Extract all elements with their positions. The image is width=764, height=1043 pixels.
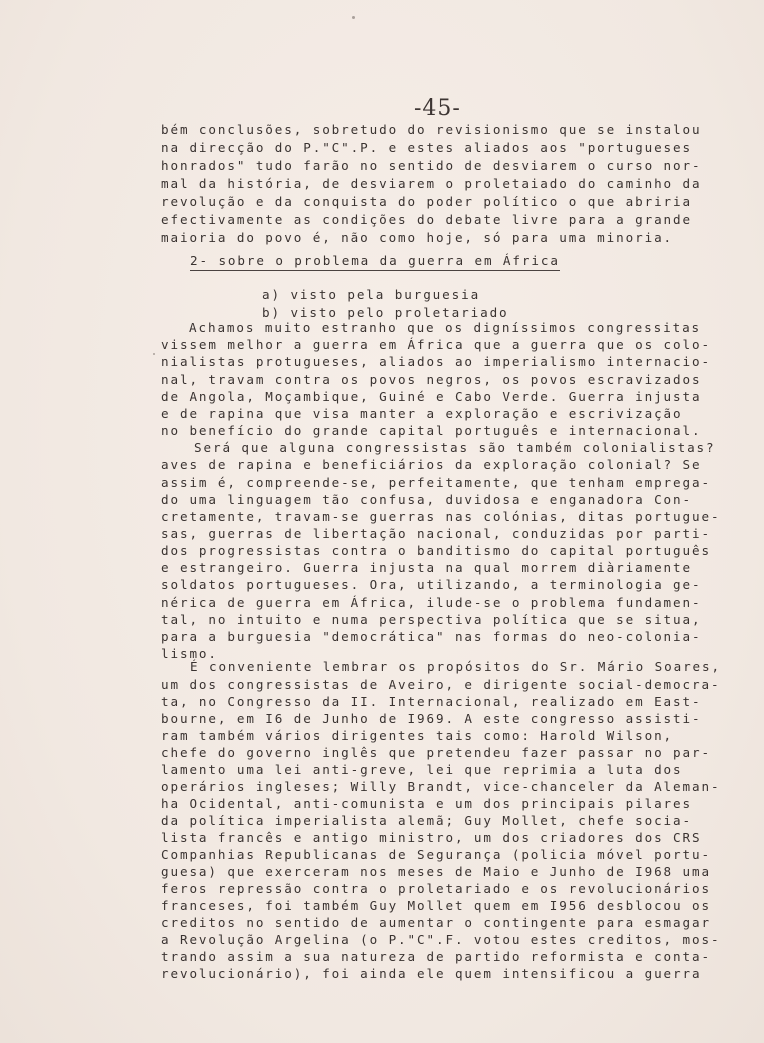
body-line: ta, no Congresso da II. Internacional, realizado em East- <box>161 694 702 709</box>
body-line: de Angola, Moçambique, Guiné e Cabo Verde. Guerra injusta <box>161 389 702 404</box>
body-line: para a burguesia "democrática" nas formas do neo-colonia- <box>161 629 702 644</box>
body-line: É conveniente lembrar os propósitos do Sr. Mário Soares, <box>190 659 721 674</box>
body-line: vissem melhor a guerra em África que a guerra que os colo- <box>161 337 711 352</box>
body-line: aves de rapina e beneficiários da exploração colonial? Se <box>161 457 702 472</box>
body-line: franceses, foi também Guy Mollet quem em I956 desblocou os <box>161 898 711 913</box>
body-line: operários ingleses; Willy Brandt, vice-chanceler da Aleman- <box>161 779 721 794</box>
body-line: Companhias Republicanas de Segurança (policia móvel portu- <box>161 847 711 862</box>
intro-line: mal da história, de desviarem o proletaiado do caminho da <box>161 176 702 191</box>
intro-line: efectivamente as condições do debate livre para a grande <box>161 212 692 227</box>
paper-speck <box>352 16 355 19</box>
sub-item: a) visto pela burguesia <box>262 287 481 302</box>
paper-speck <box>153 353 155 355</box>
body-line: bourne, em I6 de Junho de I969. A este congresso assisti- <box>161 711 702 726</box>
body-line: um dos congressistas de Aveiro, e dirigente social-democra- <box>161 677 721 692</box>
body-line: e de rapina que visa manter a exploração e escrivização <box>161 406 683 421</box>
body-line: soldatos portugueses. Ora, utilizando, a terminologia ge- <box>161 577 702 592</box>
body-line: guesa) que exerceram nos meses de Maio e Junho de I968 uma <box>161 864 711 879</box>
body-line: no benefício do grande capital português e internacional. <box>161 423 702 438</box>
intro-line: na direcção do P."C".P. e estes aliados aos "portugueses <box>161 140 692 155</box>
body-line: lista francês e antigo ministro, um dos criadores dos CRS <box>161 830 702 845</box>
body-line: e estrangeiro. Guerra injusta na qual morrem diàriamente <box>161 560 692 575</box>
body-line: feros repressão contra o proletariado e os revolucionários <box>161 881 711 896</box>
body-line: trando assim a sua natureza de partido reformista e conta- <box>161 949 711 964</box>
body-line: nal, travam contra os povos negros, os povos escravizados <box>161 372 702 387</box>
body-line: Será que alguna congressistas são também colonialistas? <box>194 440 716 455</box>
sub-item: b) visto pelo proletariado <box>262 305 509 320</box>
intro-line: honrados" tudo farão no sentido de desviarem o curso nor- <box>161 158 702 173</box>
body-line: ha Ocidental, anti-comunista e um dos principais pilares <box>161 796 692 811</box>
intro-line: maioria do povo é, não como hoje, só para uma minoria. <box>161 230 674 245</box>
body-line: tal, no intuito e numa perspectiva política que se situa, <box>161 612 702 627</box>
intro-line: revolução e da conquista do poder político o que abriria <box>161 194 692 209</box>
body-line: lismo. <box>161 646 218 661</box>
body-line: creditos no sentido de aumentar o contingente para esmagar <box>161 915 711 930</box>
body-line: do uma linguagem tão confusa, duvidosa e enganadora Con- <box>161 492 692 507</box>
page-number: -45- <box>414 96 461 121</box>
body-line: assim é, compreende-se, perfeitamente, que tenham emprega- <box>161 475 711 490</box>
body-line: lamento uma lei anti-greve, lei que reprimia a luta dos <box>161 762 683 777</box>
body-line: sas, guerras de libertação nacional, conduzidas por parti- <box>161 526 711 541</box>
body-line: da política imperialista alemã; Guy Mollet, chefe socia- <box>161 813 692 828</box>
body-line: dos progressistas contra o banditismo do capital português <box>161 543 711 558</box>
body-line: chefe do governo inglês que pretendeu fazer passar no par- <box>161 745 711 760</box>
body-line: ram também vários dirigentes tais como: Harold Wilson, <box>161 728 674 743</box>
body-line: Achamos muito estranho que os digníssimos congressitas <box>189 320 702 335</box>
body-line: nialistas protugueses, aliados ao imperialismo internacio- <box>161 354 711 369</box>
body-line: revolucionário), foi ainda ele quem intensificou a guerra <box>161 966 702 981</box>
intro-line: bém conclusões, sobretudo do revisionismo que se instalou <box>161 122 702 137</box>
section-heading: 2- sobre o problema da guerra em África <box>190 253 560 271</box>
body-line: a Revolução Argelina (o P."C".F. votou estes creditos, mos- <box>161 932 721 947</box>
body-line: nérica de guerra em África, ilude-se o problema fundamen- <box>161 595 702 610</box>
body-line: cretamente, travam-se guerras nas colónias, ditas portugue- <box>161 509 721 524</box>
